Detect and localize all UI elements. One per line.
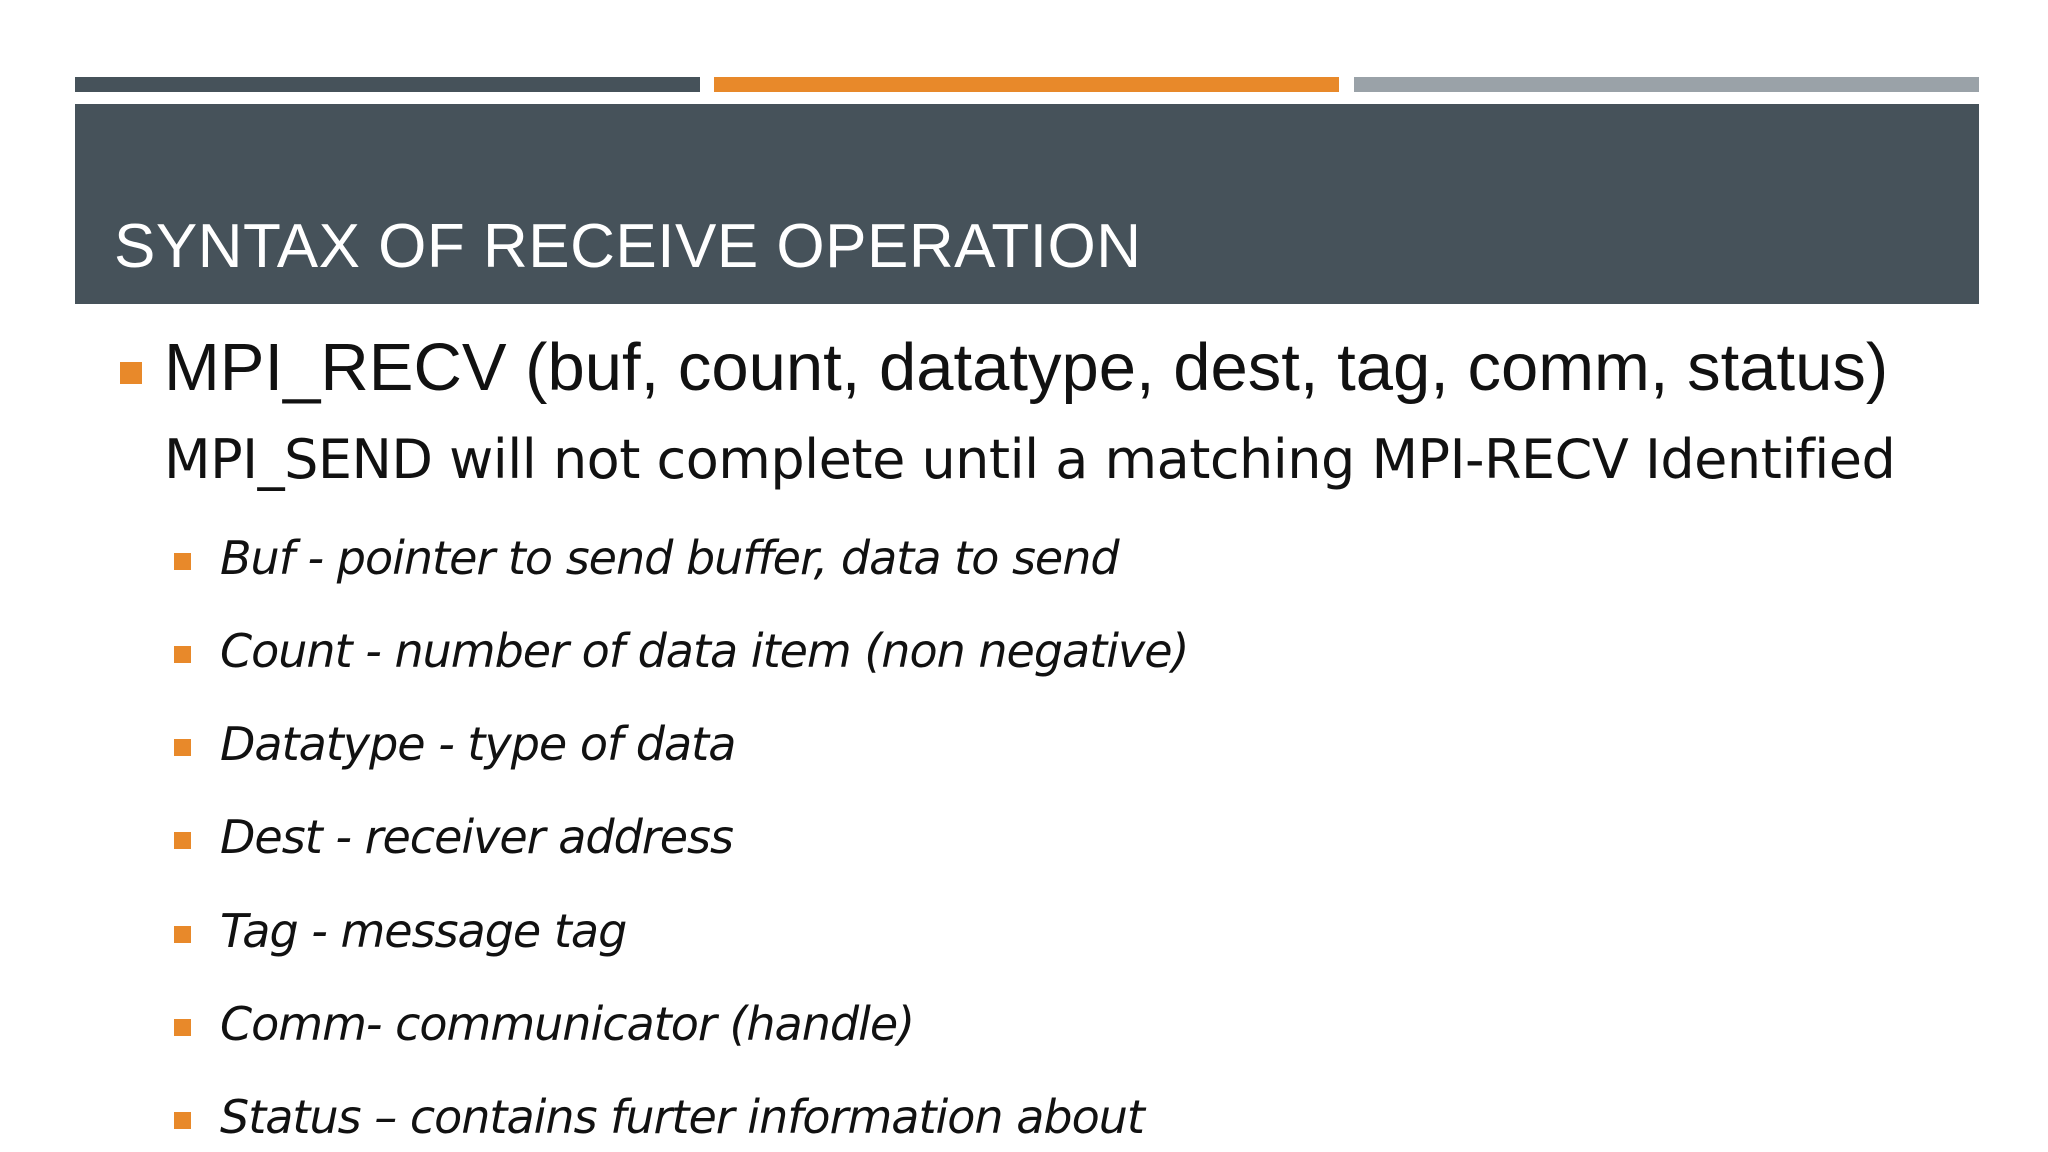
- sub-bullet-item: [0, 531, 2048, 601]
- sub-bullet-text: Status – contains furter information about: [220, 1090, 1144, 1144]
- square-bullet-icon: [174, 739, 191, 756]
- sub-bullet-text: Buf - pointer to send buffer, data to send: [220, 531, 1119, 585]
- sub-bullet-item: [0, 624, 2048, 694]
- sub-bullet-text: Tag - message tag: [220, 904, 627, 958]
- square-bullet-icon: [174, 832, 191, 849]
- sub-bullet-text: Count - number of data item (non negative): [220, 624, 1189, 678]
- sub-bullet-text: Comm- communicator (handle): [220, 997, 915, 1051]
- slide-title: SYNTAX OF RECEIVE OPERATION: [114, 212, 1142, 281]
- sub-bullet-item: [0, 997, 2048, 1067]
- square-bullet-icon: [174, 926, 191, 943]
- main-bullet-text: MPI_RECV (buf, count, datatype, dest, tag, comm, status): [164, 330, 1889, 405]
- square-bullet-icon: [174, 646, 191, 663]
- sub-bullet-item: [0, 1090, 2048, 1152]
- main-bullet-continuation: MPI_SEND will not complete until a matching MPI-RECV Identified: [164, 428, 1896, 491]
- square-bullet-icon: [174, 1019, 191, 1036]
- square-bullet-icon: [120, 362, 142, 384]
- sub-bullet-text: Datatype - type of data: [220, 717, 736, 771]
- square-bullet-icon: [174, 553, 191, 570]
- sub-bullet-text: Dest - receiver address: [220, 810, 733, 864]
- sub-bullet-item: [0, 904, 2048, 974]
- square-bullet-icon: [174, 1112, 191, 1129]
- sub-bullet-item: [0, 717, 2048, 787]
- sub-bullet-item: [0, 810, 2048, 880]
